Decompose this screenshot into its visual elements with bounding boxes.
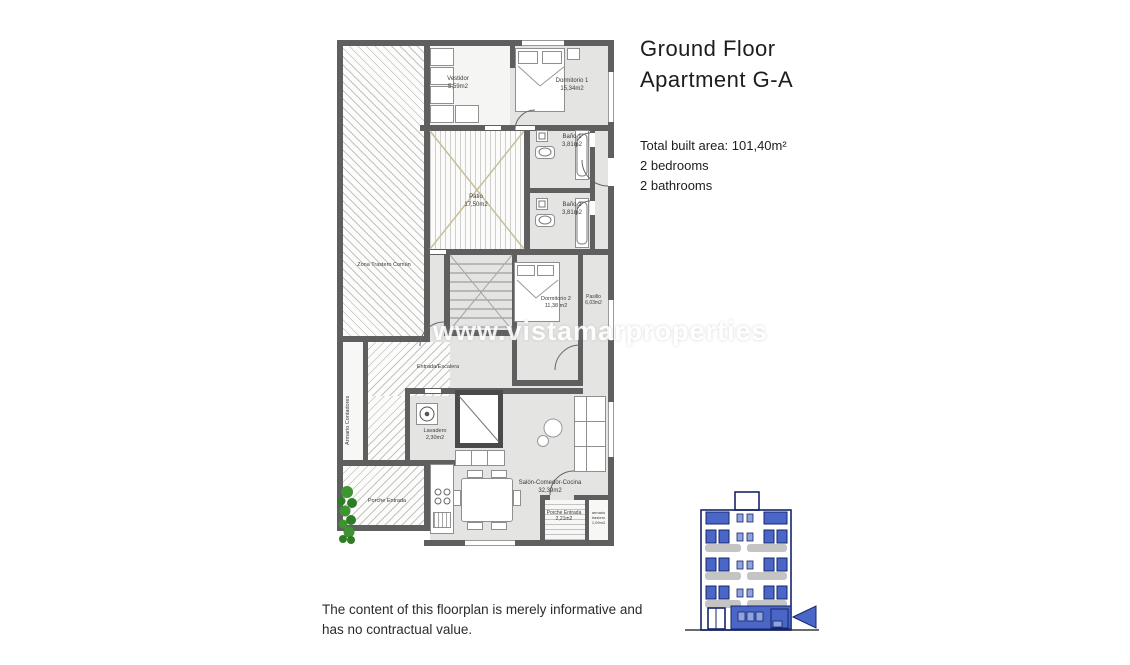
- window: [706, 530, 716, 543]
- disclaimer-line-1: The content of this floorplan is merely informative and: [322, 602, 643, 617]
- small-window: [773, 621, 782, 627]
- watermark: www.vistamarproperties: [433, 316, 768, 346]
- bathrooms-count: 2 bathrooms: [640, 178, 713, 194]
- bedrooms-count: 2 bedrooms: [640, 158, 709, 174]
- bed-fold-lines: [517, 66, 565, 298]
- balcony: [705, 572, 741, 580]
- window: [777, 558, 787, 571]
- small-window: [756, 612, 763, 621]
- room-label-contadores: Armario Contadores: [345, 395, 351, 445]
- window: [719, 530, 729, 543]
- room-label-lavadero: Lavadero 2,30m2: [423, 428, 447, 441]
- room-label-dormitorio1: Dormitorio 1 15,34m2: [555, 78, 589, 92]
- pouf-icon: [538, 419, 563, 447]
- plan-linework: [337, 40, 614, 546]
- small-window: [747, 561, 753, 569]
- small-window: [737, 533, 743, 541]
- total-built-area: Total built area: 101,40m²: [640, 138, 787, 153]
- balcony: [705, 544, 741, 552]
- title-line-2: Apartment G-A: [640, 66, 794, 92]
- building-elevation-illustration: [683, 480, 823, 640]
- page-title: [640, 34, 793, 96]
- window: [777, 586, 787, 599]
- window: [764, 530, 774, 543]
- window: [719, 586, 729, 599]
- room-label-salon: Salón-Comedor-Cocina 32,39m2: [518, 480, 582, 494]
- parapet-panel: [764, 512, 787, 524]
- small-window: [747, 514, 753, 522]
- window: [764, 558, 774, 571]
- room-label-bano1: Baño 1 3,81m2: [561, 134, 582, 148]
- room-label-trastero: Zona Trastero Común: [357, 262, 411, 268]
- disclaimer-text: [322, 600, 642, 639]
- title-line-1: Ground Floor: [640, 36, 776, 61]
- washing-machine-drum-icon: [420, 407, 434, 421]
- room-label-entrada: Entrada/Escalera: [416, 364, 460, 370]
- window: [706, 586, 716, 599]
- window: [706, 558, 716, 571]
- plant-icon: [337, 486, 357, 544]
- room-label-vestidor: Vestidor 5,59m2: [447, 76, 469, 90]
- small-window: [747, 612, 754, 621]
- small-window: [737, 514, 743, 522]
- small-window: [737, 589, 743, 597]
- window: [719, 558, 729, 571]
- shaft-diagonal: [459, 396, 499, 442]
- small-window: [737, 561, 743, 569]
- window: [777, 530, 787, 543]
- balcony: [747, 544, 787, 552]
- hob-icon: [435, 489, 450, 504]
- disclaimer-line-2: has no contractual value.: [322, 621, 473, 637]
- parapet-panel: [706, 512, 729, 524]
- room-label-porche-entrada: Porche Entrada 2,21m2: [546, 510, 582, 523]
- room-label-bano2: Baño 2 3,81m2: [561, 202, 582, 216]
- roof-structure: [735, 492, 759, 510]
- floor-plan: [337, 40, 614, 546]
- area-summary: [640, 136, 787, 196]
- room-label-dormitorio2: Dormitorio 2 11,38 m2: [541, 296, 571, 309]
- room-label-porche-izq: Porche Entrada: [367, 498, 407, 504]
- small-window: [747, 533, 753, 541]
- toilet-bowl-icon: [539, 133, 587, 244]
- room-label-patio: Patio 17,50m2: [464, 194, 488, 208]
- room-label-pasillo: Pasillo 6,03m2: [585, 294, 602, 307]
- small-window: [738, 612, 745, 621]
- small-window: [747, 589, 753, 597]
- patio-cross-icon: [430, 131, 524, 249]
- balcony: [747, 572, 787, 580]
- window: [764, 586, 774, 599]
- room-label-armario-trastero: armario trastero 1,09m2: [591, 510, 606, 525]
- view-direction-icon: [793, 606, 816, 628]
